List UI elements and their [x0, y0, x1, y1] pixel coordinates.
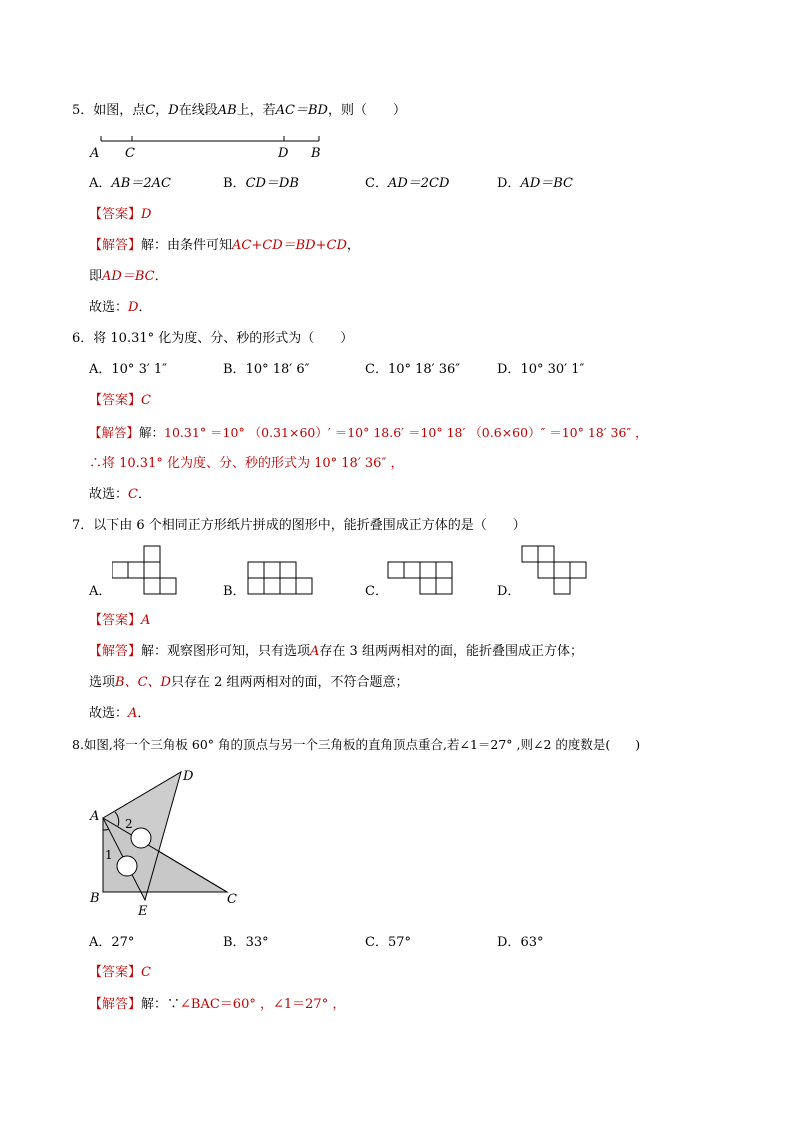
q8-option-c[interactable]: [365, 935, 411, 951]
option-letter: B．: [223, 935, 246, 950]
q5-point-d: D: [168, 103, 179, 118]
q5-point-c: C: [145, 103, 156, 118]
option-letter: C．: [365, 362, 388, 377]
explanation-text: 选项: [89, 675, 116, 690]
explanation-tag: 【解答】: [89, 238, 142, 253]
q5-stem: [72, 103, 406, 119]
final-text: 故选：: [89, 300, 129, 315]
q5-stem-text: ，则（ ）: [327, 103, 406, 118]
q8-option-a[interactable]: [89, 935, 134, 951]
q5-line-segment-figure: [85, 130, 330, 162]
option-text: AD＝2CD: [387, 176, 450, 191]
q7-explanation-line1: [89, 644, 583, 660]
explanation-formula: AD＝BC: [102, 269, 155, 284]
option-letter: D．: [497, 362, 521, 377]
answer-value: D: [141, 207, 152, 222]
q5-option-b[interactable]: [223, 176, 299, 192]
option-letter: A．: [89, 362, 112, 377]
option-text: 63°: [520, 935, 544, 950]
answer-tag: 【答案】: [89, 393, 142, 408]
explanation-tag: 【解答】: [89, 425, 140, 440]
explanation-text: 解：观察图形可知，只有选项: [141, 644, 311, 659]
explanation-tag: 【解答】: [89, 997, 142, 1012]
final-text: 故选：: [89, 706, 129, 721]
q5-stem-text: ，: [155, 103, 169, 118]
q5-label-d: D: [278, 146, 289, 161]
option-text: 10° 30′ 1″: [520, 362, 585, 377]
option-text: AD＝BC: [520, 176, 573, 191]
explanation-text: 即: [89, 269, 103, 284]
q7-explanation-line2: [89, 675, 409, 691]
q5-stem-text: 5．如图，点: [72, 103, 146, 118]
q7-stem: 7．以下由 6 个相同正方形纸片拼成的图形中，能折叠围成正方体的是（ ）: [72, 518, 526, 533]
explanation-formula: AC+CD＝BD+CD: [232, 238, 347, 253]
q6-option-b[interactable]: [223, 362, 310, 378]
q6-explanation-line1: [89, 425, 648, 441]
q8-label-e: E: [138, 904, 148, 919]
q7-net-a[interactable]: [112, 545, 182, 595]
option-text: 10° 18′ 36″: [387, 362, 461, 377]
q8-triangle-figure: [85, 762, 255, 922]
q5-answer: [89, 207, 151, 223]
explanation-text: 只存在 2 组两两相对的面，不符合题意；: [170, 675, 409, 690]
q8-explanation-line1: [89, 997, 345, 1013]
option-text: 57°: [387, 935, 411, 950]
q5-stem-text: 上，若: [236, 103, 276, 118]
q7-answer: [89, 613, 150, 629]
q6-answer: [89, 393, 151, 409]
q7-final-choice: [89, 706, 150, 722]
q5-final-choice: [89, 300, 151, 316]
q5-label-c: C: [125, 146, 135, 161]
q8-answer: [89, 965, 151, 981]
q6-explanation-line2: ∴将 10.31° 化为度、分、秒的形式为 10° 18′ 36″ ，: [89, 456, 404, 471]
option-text: CD＝DB: [245, 176, 299, 191]
explanation-text: 解：由条件可知: [141, 238, 233, 253]
option-text: 10° 18′ 6″: [245, 362, 310, 377]
explanation-text: ，: [346, 238, 360, 253]
q8-stem: 8.如图,将一个三角板 60° 角的顶点与另一个三角板的直角顶点重合,若∠1＝27° ,则∠2 的度数是( ): [72, 737, 641, 752]
option-text: 27°: [111, 935, 135, 950]
q5-option-a[interactable]: [89, 176, 171, 192]
q8-label-d: D: [183, 769, 194, 784]
q5-stem-text: 在线段: [178, 103, 218, 118]
option-letter: D．: [497, 176, 521, 191]
q6-stem: 6．将 10.31° 化为度、分、秒的形式为（ ）: [72, 331, 354, 346]
q6-option-a[interactable]: [89, 362, 167, 378]
option-letter: A．: [89, 176, 112, 191]
q5-explanation-line2: [89, 269, 168, 285]
q5-explanation-line1: [89, 238, 360, 254]
answer-value: A: [141, 613, 151, 628]
q7-option-b-label[interactable]: B．: [223, 584, 246, 599]
final-choice: A: [128, 706, 138, 721]
option-text: 33°: [245, 935, 269, 950]
explanation-formula: B、C、D: [115, 675, 171, 690]
option-letter: A．: [89, 935, 112, 950]
explanation-formula: 10.31° ＝10° （0.31×60）′ ＝10° 18.6′ ＝10° 18′ （0.6×60）″ ＝10° 18′ 36″ ，: [164, 425, 648, 440]
option-letter: C．: [365, 935, 388, 950]
answer-value: C: [141, 393, 151, 408]
option-letter: C．: [365, 176, 388, 191]
final-text: ．: [137, 706, 151, 721]
q5-segment-ab: AB: [217, 103, 237, 118]
option-text: 10° 3′ 1″: [111, 362, 168, 377]
q7-net-d[interactable]: [521, 545, 591, 595]
q6-final-choice: [89, 487, 151, 503]
q6-option-c[interactable]: [365, 362, 460, 378]
answer-tag: 【答案】: [89, 965, 142, 980]
option-letter: B．: [223, 362, 246, 377]
q5-label-b: B: [311, 146, 321, 161]
explanation-text: 解：∵: [141, 997, 181, 1012]
q5-option-c[interactable]: [365, 176, 449, 192]
answer-value: C: [141, 965, 151, 980]
answer-tag: 【答案】: [89, 207, 142, 222]
explanation-tag: 【解答】: [89, 644, 142, 659]
final-text: 故选：: [89, 487, 129, 502]
explanation-text: ．: [154, 269, 168, 284]
q7-option-c-label[interactable]: C．: [365, 584, 388, 599]
q8-label-a: A: [90, 809, 100, 824]
q8-label-b: B: [90, 891, 100, 906]
q6-option-d[interactable]: [497, 362, 584, 378]
explanation-formula: ∠BAC＝60° ，∠1＝27° ，: [180, 997, 346, 1012]
q7-net-c[interactable]: [387, 545, 457, 595]
q8-angle-1-label: 1: [105, 848, 113, 862]
option-text: AB＝2AC: [111, 176, 171, 191]
final-text: ．: [138, 300, 152, 315]
explanation-text: 解：: [139, 425, 165, 440]
q8-option-b[interactable]: [223, 935, 269, 951]
option-letter: D．: [497, 935, 521, 950]
final-text: ．: [137, 487, 151, 502]
final-choice: C: [128, 487, 138, 502]
q7-net-b[interactable]: [247, 545, 317, 595]
q8-option-d[interactable]: [497, 935, 543, 951]
option-letter: B．: [223, 176, 246, 191]
q8-label-c: C: [227, 892, 237, 907]
q7-option-a-label[interactable]: A．: [89, 584, 112, 599]
explanation-formula: A: [310, 644, 320, 659]
q5-condition: AC＝BD: [275, 103, 328, 118]
explanation-text: 存在 3 组两两相对的面，能折叠围成正方体；: [319, 644, 583, 659]
final-choice: D: [128, 300, 139, 315]
q5-label-a: A: [90, 146, 100, 161]
q5-option-d[interactable]: [497, 176, 573, 192]
q7-option-d-label[interactable]: D．: [497, 584, 521, 599]
q8-angle-2-label: 2: [125, 817, 133, 831]
answer-tag: 【答案】: [89, 613, 142, 628]
